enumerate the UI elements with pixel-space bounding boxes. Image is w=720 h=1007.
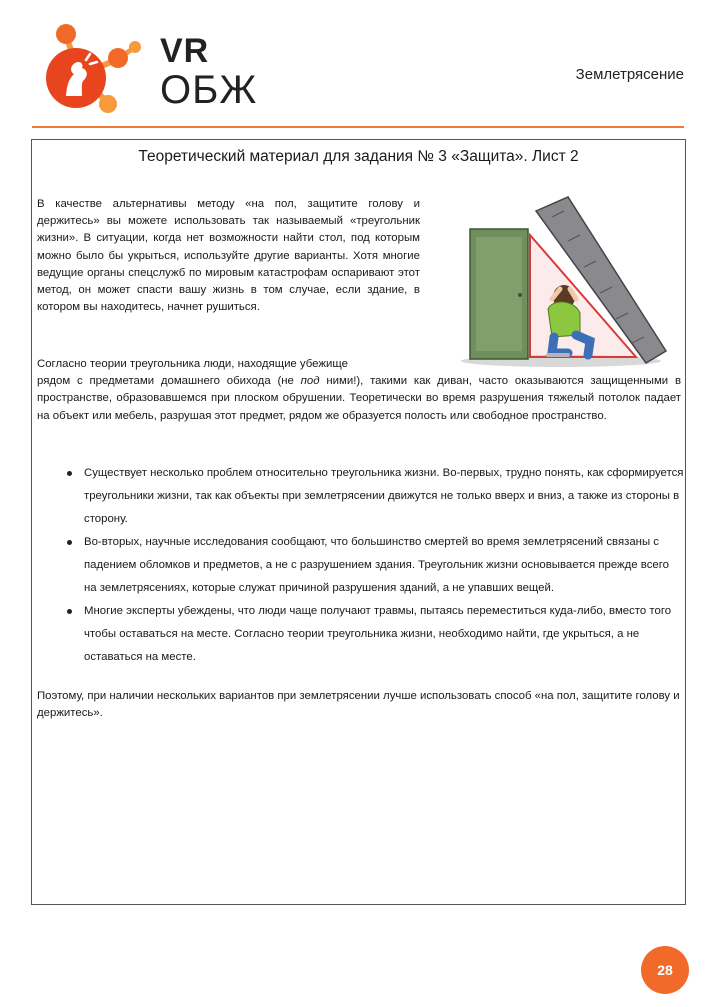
- bullet-icon: [67, 609, 72, 614]
- paragraph-triangle-theory: [37, 356, 681, 425]
- paragraph-triangle-text-2: ними!), такими как диван, часто оказываются защищенными в пространстве, образовавшемся при плоском обрушении. Теоретически во время разрушения тяжелый потолок падает на объект или мебель, разрушая этот предмет, рядом же образуется полость или свободное пространство.: [37, 375, 681, 422]
- list-item-text: Во-вторых, научные исследования сообщают, что большинство смертей во время землетрясений связаны с падением обломков и предметов, а не с разрушением здания. Треугольник жизни основывается прежде всего на землетрясениях, которые служат причиной разрушения зданий, а не упавших вещей.: [84, 536, 669, 594]
- brand-line-vr: VR: [160, 32, 210, 70]
- brand-wordmark: [160, 34, 257, 110]
- triangle-of-life-illustration: [456, 191, 668, 369]
- paragraph-triangle-text-1: рядом с предметами домашнего обихода (не: [37, 375, 301, 388]
- page-title: Теоретический материал для задания № 3 «Защита». Лист 2: [138, 148, 579, 165]
- paragraph-triangle-lead: Согласно теории треугольника люди, находящие убежище: [37, 358, 348, 370]
- paragraph-triangle-emphasis: под: [300, 375, 320, 388]
- problems-list: [58, 462, 684, 669]
- list-item-text: Существует несколько проблем относительно треугольника жизни. Во-первых, трудно понять, как сформируется треугольники жизни, так как объекты при землетрясении движутся не только вверх и вниз, а также из стороны в сторону.: [84, 467, 684, 525]
- page-number-badge: 28: [641, 946, 689, 994]
- list-item: [58, 531, 684, 600]
- paragraph-intro: В качестве альтернативы методу «на пол, защитите голову и держитесь» вы можете использовать так называемый «треугольник жизни». В ситуации, когда нет возможности найти стол, под которым можно было бы укрыться, используйте другие варианты. Хотя многие ведущие органы спецслужб по мировым катастрофам оспаривают этот метод, он может спасти вашу жизнь в том случае, если здание, в котором вы находитесь, начнет рушиться.: [37, 198, 420, 314]
- brand-line-obzh: ОБЖ: [160, 68, 258, 112]
- content-frame: [31, 139, 686, 905]
- list-item-text: Многие эксперты убеждены, что люди чаще получают травмы, пытаясь переместиться куда-либо, вместо того чтобы оставаться на месте. Согласно теории треугольника жизни, необходимо найти, где укрыться, а не оставаться на месте.: [84, 605, 672, 663]
- header-divider: [32, 126, 684, 128]
- paragraph-conclusion: Поэтому, при наличии нескольких вариантов при землетрясении лучше использовать способ «на пол, защитите голову и держитесь».: [37, 690, 680, 720]
- bullet-icon: [67, 540, 72, 545]
- list-item: [58, 600, 684, 669]
- list-item: [58, 462, 684, 531]
- bullet-icon: [67, 471, 72, 476]
- logo-icon: [36, 20, 146, 120]
- topic-label: Землетрясение: [575, 66, 684, 83]
